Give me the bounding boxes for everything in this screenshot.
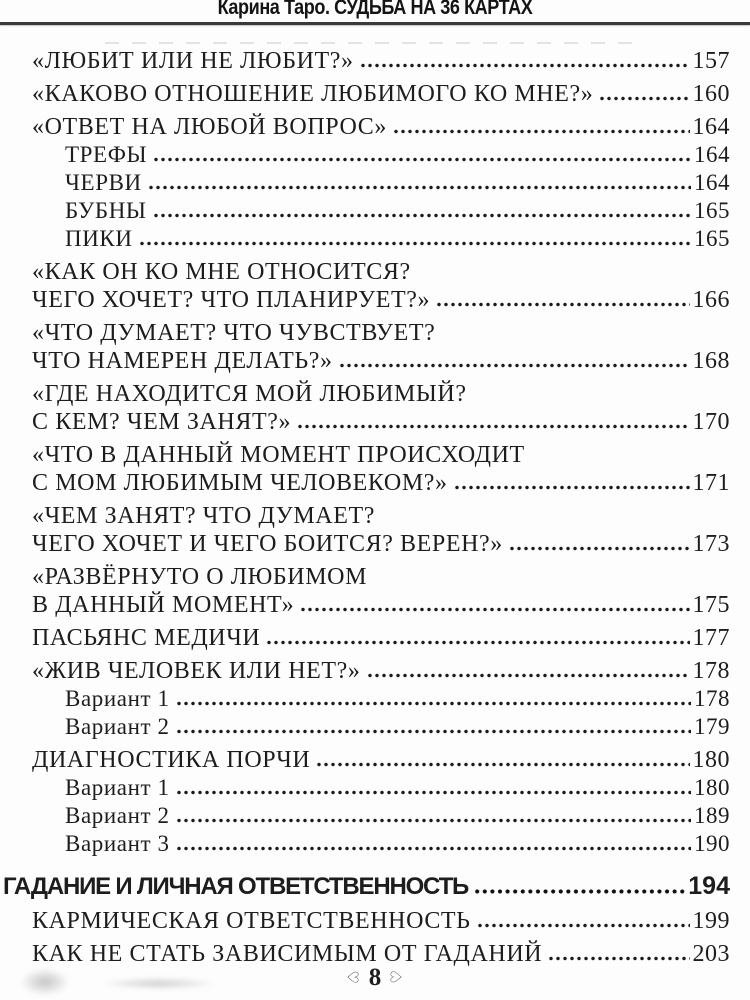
toc-entry-title: ПИКИ [65, 226, 133, 251]
folio-page-number: 8 [368, 964, 382, 991]
dot-leader [548, 956, 689, 961]
toc-entry[interactable] [32, 830, 730, 858]
dot-leader [139, 241, 691, 246]
dot-leader [176, 790, 691, 795]
toc-entry-title: С МОМ ЛЮБИМЫМ ЧЕЛОВЕКОМ?» [32, 470, 448, 496]
dot-leader [176, 729, 691, 734]
dot-leader [316, 762, 689, 767]
toc-entry[interactable] [32, 197, 730, 225]
toc-entry[interactable] [32, 225, 730, 253]
toc-entry-title: ПАСЬЯНС МЕДИЧИ [32, 625, 261, 651]
toc-entry-title: «ЧТО ДУМАЕТ? ЧТО ЧУВСТВУЕТ? [32, 320, 436, 346]
toc-entry-line [32, 408, 730, 436]
dot-leader [360, 63, 690, 68]
toc-entry-title: Вариант 1 [65, 686, 170, 711]
dot-leader [176, 846, 691, 851]
toc-entry-line [65, 802, 730, 830]
toc-page-number: 160 [692, 81, 730, 107]
toc-entry-line [65, 197, 730, 225]
page-footer [0, 964, 750, 992]
floral-heart-left-icon: ♡ [344, 970, 363, 984]
toc-entry[interactable] [32, 380, 730, 436]
toc-entry-title: «ЛЮБИТ ИЛИ НЕ ЛЮБИТ?» [32, 48, 354, 74]
toc-page-number: 199 [692, 908, 730, 934]
toc-entry-line [32, 563, 730, 591]
toc-entry-title: ЧЕГО ХОЧЕТ И ЧЕГО БОИТСЯ? ВЕРЕН?» [32, 531, 503, 557]
toc-entry-title: «ЧТО В ДАННЫЙ МОМЕНТ ПРОИСХОДИТ [32, 442, 525, 468]
toc-entry[interactable] [32, 441, 730, 497]
toc-entry[interactable] [32, 624, 730, 652]
dot-leader [509, 546, 690, 551]
toc-entry-title: «КАК ОН КО МНЕ ОТНОСИТСЯ? [32, 259, 411, 285]
toc-entry-line [65, 685, 730, 713]
toc-page-number: 180 [694, 775, 730, 800]
toc-entry-line [65, 830, 730, 858]
toc-page-number: 194 [688, 872, 730, 900]
toc-entry-line [32, 657, 730, 685]
toc-entry-title: С КЕМ? ЧЕМ ЗАНЯТ?» [32, 409, 292, 435]
toc-entry[interactable] [32, 258, 730, 314]
toc-page-number: 157 [692, 48, 730, 74]
toc-entry-line [65, 713, 730, 741]
dot-leader [599, 96, 689, 101]
toc-entry-line [32, 502, 730, 530]
dot-leader [297, 424, 689, 429]
toc-page-number: 180 [692, 747, 730, 773]
toc-page-number: 189 [694, 803, 730, 828]
toc-entry-title: «РАЗВЁРНУТО О ЛЮБИМОМ [32, 564, 368, 590]
toc-entry[interactable] [32, 713, 730, 741]
toc-entry[interactable] [32, 907, 730, 935]
toc-entry-title: КАРМИЧЕСКАЯ ОТВЕТСТВЕННОСТЬ [32, 908, 471, 934]
toc-entry-title: ГАДАНИЕ И ЛИЧНАЯ ОТВЕТСТВЕННОСТЬ [3, 873, 469, 900]
toc-entry-line [32, 258, 730, 286]
toc-entry[interactable] [32, 802, 730, 830]
toc-list [0, 25, 750, 968]
dot-leader [474, 889, 685, 894]
toc-page-number: 164 [694, 142, 730, 167]
toc-entry-title: ЧЕГО ХОЧЕТ? ЧТО ПЛАНИРУЕТ?» [32, 287, 431, 313]
toc-entry-line [32, 113, 730, 141]
dot-leader [176, 818, 691, 823]
toc-entry-title: ДИАГНОСТИКА ПОРЧИ [32, 747, 311, 773]
toc-entry-title: ЧЕРВИ [65, 170, 142, 195]
toc-entry[interactable] [32, 563, 730, 619]
toc-page-number: 177 [692, 625, 730, 651]
dot-leader [148, 185, 691, 190]
toc-entry-title: В ДАННЫЙ МОМЕНТ» [32, 592, 295, 618]
toc-entry-title: КАК НЕ СТАТЬ ЗАВИСИМЫМ ОТ ГАДАНИЙ [32, 941, 543, 967]
toc-entry[interactable] [32, 774, 730, 802]
toc-entry-line [32, 591, 730, 619]
toc-entry-title: «ЖИВ ЧЕЛОВЕК ИЛИ НЕТ?» [32, 658, 361, 684]
toc-page-number: 179 [694, 714, 730, 739]
toc-entry-line [32, 80, 730, 108]
toc-page-number: 175 [692, 592, 730, 618]
toc-entry-title: Вариант 2 [65, 803, 170, 828]
dot-leader [436, 302, 689, 307]
toc-entry-line [32, 530, 730, 558]
toc-page-number: 168 [692, 348, 730, 374]
toc-entry[interactable] [32, 141, 730, 169]
toc-page-number: 203 [692, 941, 730, 967]
toc-entry-title: «ОТВЕТ НА ЛЮБОЙ ВОПРОС» [32, 114, 387, 140]
toc-entry-title: Вариант 2 [65, 714, 170, 739]
toc-entry-line [3, 871, 730, 902]
toc-entry-line [32, 347, 730, 375]
toc-entry[interactable] [32, 685, 730, 713]
dot-leader [393, 129, 690, 134]
toc-entry-title: ТРЕФЫ [65, 142, 148, 167]
toc-page-number: 170 [692, 409, 730, 435]
toc-page-number: 190 [694, 831, 730, 856]
toc-entry[interactable] [32, 746, 730, 774]
toc-page-number: 171 [692, 470, 730, 496]
toc-entry[interactable] [32, 169, 730, 197]
toc-page-number: 164 [694, 170, 730, 195]
toc-entry-line [65, 169, 730, 197]
toc-entry-title: «ГДЕ НАХОДИТСЯ МОЙ ЛЮБИМЫЙ? [32, 381, 467, 407]
dot-leader [300, 607, 689, 612]
toc-entry[interactable] [32, 502, 730, 558]
toc-entry[interactable] [32, 657, 730, 685]
toc-entry[interactable] [32, 113, 730, 141]
dot-leader [339, 363, 690, 368]
dot-leader [153, 157, 691, 162]
dot-leader [176, 701, 691, 706]
dot-leader [153, 213, 691, 218]
toc-entry-title: «ЧЕМ ЗАНЯТ? ЧТО ДУМАЕТ? [32, 503, 375, 529]
toc-page-number: 165 [694, 226, 730, 251]
toc-entry[interactable] [32, 80, 730, 108]
running-head-title: Карина Таро. СУДЬБА НА 36 КАРТАХ [217, 0, 533, 19]
toc-page-number: 166 [692, 287, 730, 313]
toc-entry-line [32, 380, 730, 408]
toc-entry-line [32, 469, 730, 497]
toc-page-number: 178 [692, 658, 730, 684]
toc-page-number: 164 [692, 114, 730, 140]
toc-entry-title: «КАКОВО ОТНОШЕНИЕ ЛЮБИМОГО КО МНЕ?» [32, 81, 594, 107]
toc-entry-line [65, 774, 730, 802]
toc-entry[interactable] [32, 319, 730, 375]
toc-chapter-entry[interactable] [3, 871, 730, 902]
dot-leader [454, 485, 690, 490]
toc-entry-title: БУБНЫ [65, 198, 147, 223]
toc-entry-line [32, 286, 730, 314]
toc-entry-line [32, 746, 730, 774]
toc-page-number: 178 [694, 686, 730, 711]
toc-entry[interactable] [32, 47, 730, 75]
toc-entry-line [32, 907, 730, 935]
toc-entry-line [32, 441, 730, 469]
dot-leader [367, 673, 690, 678]
toc-entry-line [32, 319, 730, 347]
toc-entry-title: Вариант 1 [65, 775, 170, 800]
dot-leader [477, 923, 690, 928]
page-header [0, 0, 750, 20]
toc-entry-title: Вариант 3 [65, 831, 170, 856]
toc-page-number: 173 [692, 531, 730, 557]
toc-entry-line [65, 225, 730, 253]
floral-heart-right-icon: ♡ [387, 970, 406, 984]
dot-leader [266, 640, 689, 645]
toc-page-number: 165 [694, 198, 730, 223]
toc-entry-line [32, 624, 730, 652]
toc-entry-line [32, 47, 730, 75]
toc-entry-title: ЧТО НАМЕРЕН ДЕЛАТЬ?» [32, 348, 333, 374]
toc-entry-line [65, 141, 730, 169]
